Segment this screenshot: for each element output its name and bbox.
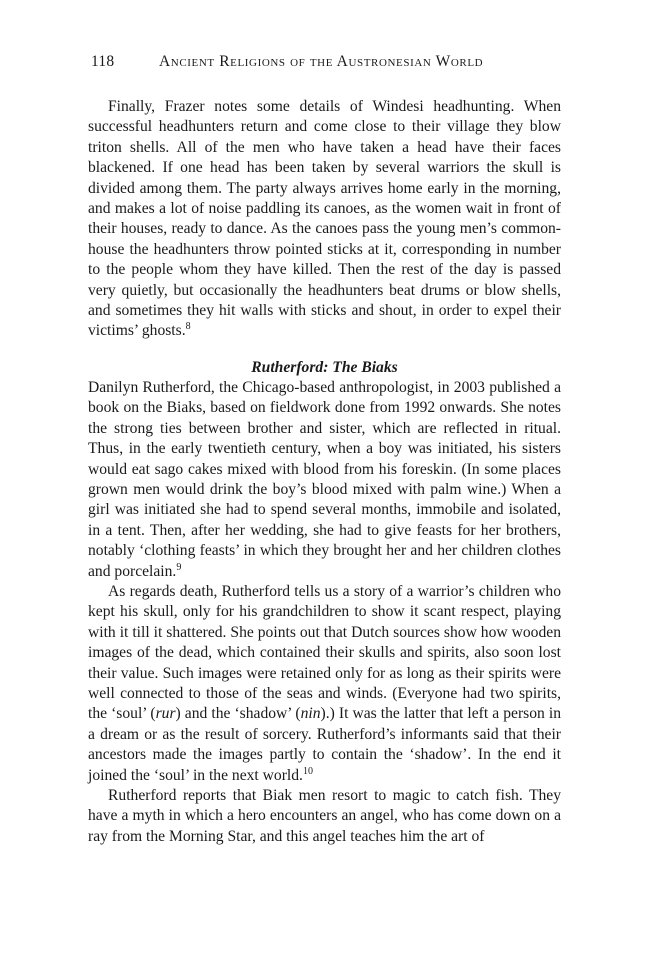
running-head [91,53,561,71]
paragraph-text: Danilyn Rutherford, the Chicago-based anthropologist, in 2003 published a book on the Biaks, based on fieldwork done from 1992 onwards. She notes the strong ties between brother and sister, which are reflected in ritual. Thus, in the early twentieth century, when a boy was initiated, his sisters would eat sago cakes mixed with blood from his foreskin. (In some places grown men would drink the boy’s blood mixed with palm wine.) When a girl was initiated she had to spend several months, immobile and isolated, in a tent. Then, after her wedding, she had to give feasts for her brothers, notably ‘clothing feasts’ in which they brought her and her children clothes and porcelain. [88,378,561,580]
footnote-marker: 10 [302,765,313,777]
paragraph-text: As regards death, Rutherford tells us a story of a warrior’s children who kept his skull, only for his grandchildren to show it scant respect, playing with it till it shattered. She points out that Dutch sources show how wooden images of the dead, which contained their skulls and spirits, also soon lost their value. Such images were retained only for as long as their spirits were well connected to those of the seas and winds. (Everyone had two spirits, the ‘soul’ ( [88,582,561,723]
paragraph-death [88,582,561,786]
page-number: 118 [91,53,115,70]
paragraph-text: ).) It was the latter that left a person in a dream or as the result of sorcery. Rutherford’s informants said that their ancestors made the images partly to contain the ‘shadow’. In the end it joined the ‘soul’ in the next world. [88,705,561,784]
paragraph-text: Finally, Frazer notes some details of Windesi headhunting. When successful headhunters return and come close to their village they blow triton shells. All of the men who have taken a head have their faces blackened. If one head has been taken by several warriors the skull is divided among them. The party always arrives home early in the morning, and makes a lot of noise paddling its canoes, as the women wait in front of their houses, ready to dance. As the canoes pass the young men’s common-house the headhunters throw pointed sticks at it, corresponding in number to the people whom they have killed. Then the rest of the day is passed very quietly, but occasionally the headhunters beat drums or blow shells, and sometimes they hit walls with sticks and shout, in order to expel their victims’ ghosts. [88,98,561,340]
body-text [88,97,561,847]
footnote-marker: 8 [185,321,191,333]
italic-term-rur: rur [155,705,176,723]
paragraph-text: ) and the ‘shadow’ ( [175,705,301,723]
running-title: Ancient Religions of the Austronesian World [159,53,484,70]
italic-term-nin: nin [300,705,321,723]
paragraph-fishing-magic [88,786,561,847]
footnote-marker: 9 [176,561,182,573]
paragraph-rutherford-intro [88,378,561,582]
paragraph-frazer-headhunting [88,97,561,342]
section-heading: Rutherford: The Biaks [251,358,398,376]
paragraph-text: Rutherford reports that Biak men resort to magic to catch fish. They have a myth in which a hero encounters an angel, who has come down on a ray from the Morning Star, and this angel teaches him the art of [88,787,561,845]
